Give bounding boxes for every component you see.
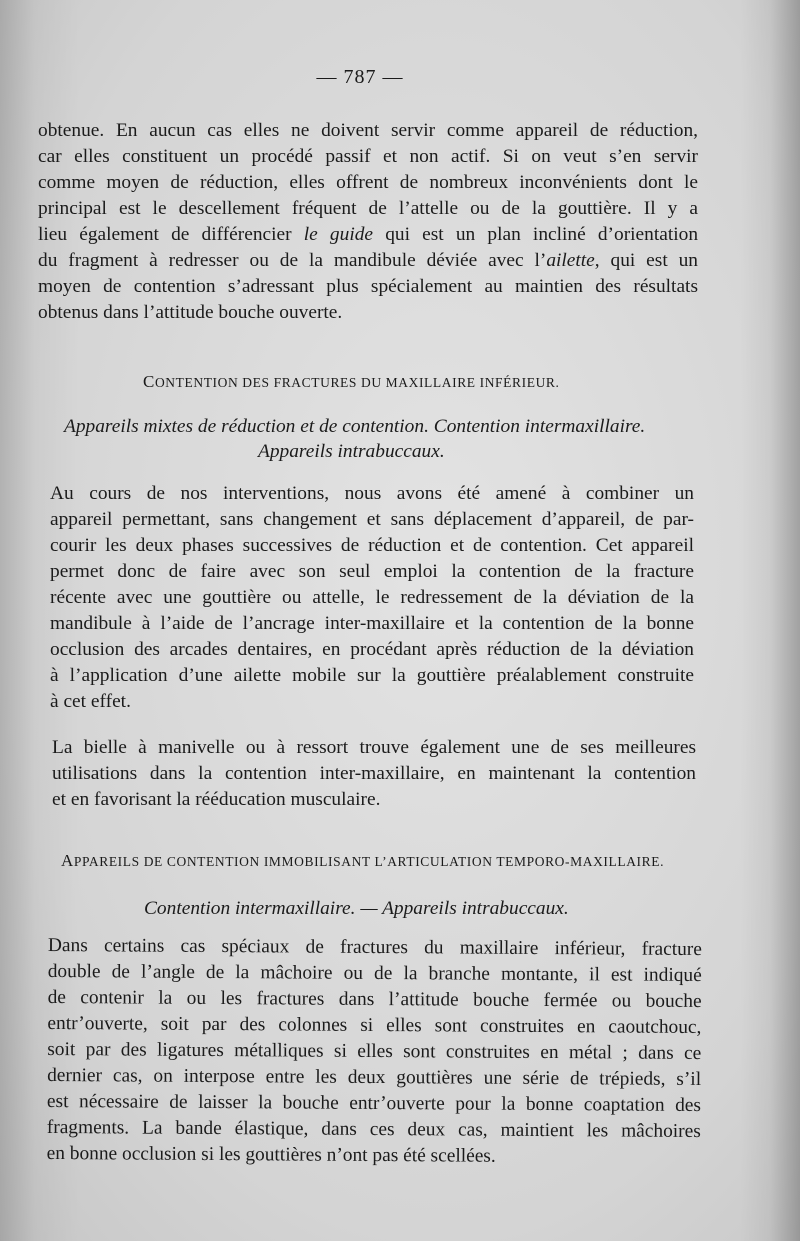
paragraph-1 bbox=[38, 118, 698, 326]
text-line bbox=[38, 248, 698, 274]
text-line: courir les deux phases successives de réduction et de contention. Cet appareil bbox=[50, 535, 694, 556]
text-line: entr’ouverte, soit par des colonnes si elles sont construites en caoutchouc, bbox=[47, 1012, 702, 1038]
text-line: Dans certains cas spéciaux de fractures du maxillaire inférieur, fracture bbox=[47, 934, 702, 960]
text-line: de contenir la ou les fractures dans l’attitude bouche fermée ou bouche bbox=[47, 986, 702, 1012]
text-line: La bielle à manivelle ou à ressort trouve également une de ses meilleures bbox=[52, 737, 696, 758]
paragraph-3 bbox=[52, 735, 696, 813]
text-line: permet donc de faire avec son seul emploi la contention de la fracture bbox=[50, 561, 694, 582]
text-line: et en favorisant la rééducation musculaire. bbox=[52, 789, 381, 810]
text-line: en bonne occlusion si les gouttières n’ont pas été scellées. bbox=[46, 1142, 496, 1167]
heading-initial: C bbox=[143, 372, 155, 391]
text-line: obtenue. En aucun cas elles ne doivent servir comme appareil de réduction, bbox=[38, 120, 698, 141]
text-line: dernier cas, on interpose entre les deux gouttières une série de trépieds, s’il bbox=[47, 1064, 702, 1090]
section-heading-1 bbox=[143, 372, 560, 392]
section-heading-2 bbox=[61, 851, 664, 871]
text-run: qui est un plan incliné d’orientation bbox=[373, 224, 699, 245]
text-line: appareil permettant, sans changement et sans déplacement d’appareil, de par- bbox=[50, 509, 694, 530]
text-line: double de l’angle de la mâchoire ou de la branche montante, il est indiqué bbox=[47, 960, 702, 986]
text-line: obtenus dans l’attitude bouche ouverte. bbox=[38, 302, 343, 323]
text-line: à l’application d’une ailette mobile sur la gouttière préalablement construite bbox=[50, 665, 694, 686]
page-number: — 787 — bbox=[316, 66, 404, 88]
text-run: , qui est un bbox=[594, 250, 698, 271]
heading-rest: ONTENTION DES FRACTURES DU MAXILLAIRE INFÉRIEUR. bbox=[154, 375, 560, 390]
text-line: moyen de contention s’adressant plus spécialement au maintien des résultats bbox=[38, 276, 698, 297]
text-run: du fragment à redresser ou de la mandibule déviée avec l’ bbox=[38, 250, 547, 271]
heading-rest: PPAREILS DE CONTENTION IMMOBILISANT L’ARTICULATION TEMPORO-MAXILLAIRE. bbox=[73, 854, 665, 869]
text-line: à cet effet. bbox=[50, 691, 131, 712]
paragraph-4 bbox=[47, 933, 702, 1171]
paragraph-2 bbox=[50, 481, 694, 715]
subheading-2: Contention intermaxillaire. — Appareils intrabuccaux. bbox=[144, 898, 569, 919]
text-line: récente avec une gouttière ou attelle, le redressement de la déviation de la bbox=[50, 587, 694, 608]
text-line: occlusion des arcades dentaires, en procédant après réduction de la déviation bbox=[50, 639, 694, 660]
text-line: Au cours de nos interventions, nous avons été amené à combiner un bbox=[50, 483, 694, 504]
text-line: mandibule à l’aide de l’ancrage inter-maxillaire et la contention de la bonne bbox=[50, 613, 694, 634]
text-line: fragments. La bande élastique, dans ces deux cas, maintient les mâchoires bbox=[46, 1116, 701, 1142]
text-line: comme moyen de réduction, elles offrent de nombreux inconvénients dont le bbox=[38, 172, 698, 193]
text-line: principal est le descellement fréquent de l’attelle ou de la gouttière. Il y a bbox=[38, 198, 698, 219]
text-run: lieu également de différencier bbox=[38, 224, 304, 245]
text-line: car elles constituent un procédé passif et non actif. Si on veut s’en servir bbox=[38, 146, 698, 167]
text-line: utilisations dans la contention inter-maxillaire, en maintenant la contention bbox=[52, 763, 696, 784]
italic-term-le-guide: le guide bbox=[303, 224, 374, 245]
italic-term-ailette: ailette bbox=[546, 250, 595, 271]
text-line: soit par des ligatures métalliques si elles sont construites en métal ; dans ce bbox=[47, 1038, 702, 1064]
text-line: est nécessaire de laisser la bouche entr’ouverte pour la bonne coaptation des bbox=[46, 1090, 702, 1116]
subheading-1-line-2: Appareils intrabuccaux. bbox=[258, 441, 445, 462]
subheading-1-line-1: Appareils mixtes de réduction et de contention. Contention intermaxillaire. bbox=[64, 416, 646, 437]
text-line bbox=[38, 222, 698, 248]
heading-initial: A bbox=[61, 851, 74, 870]
